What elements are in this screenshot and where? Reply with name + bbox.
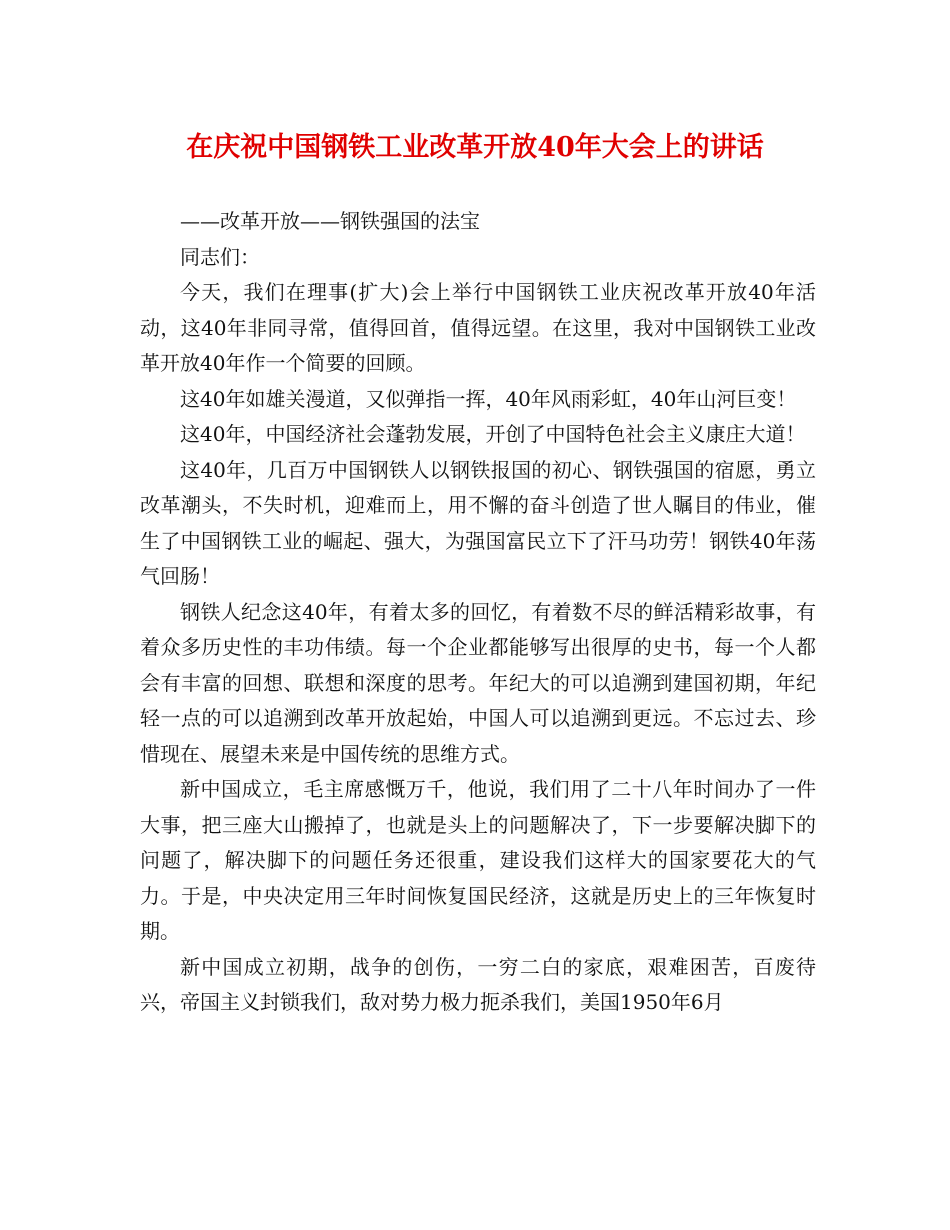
paragraph: 这40年如雄关漫道，又似弹指一挥，40年风雨彩虹，40年山河巨变！ <box>180 386 797 411</box>
paragraph: 今天，我们在理事(扩大)会上举行中国钢铁工业庆祝改革开放40年活动，这40年非同寻常，值得回首，值得远望。在这里，我对中国钢铁工业改革开放40年作一个简要的回顾。 <box>140 280 816 375</box>
document-subtitle: ——改革开放——钢铁强国的法宝 <box>180 209 480 233</box>
document-title: 在庆祝中国钢铁工业改革开放40年大会上的讲话 <box>186 132 764 163</box>
paragraph: 这40年，几百万中国钢铁人以钢铁报国的初心、钢铁强国的宿愿，勇立改革潮头，不失时机，迎难而上，用不懈的奋斗创造了世人瞩目的伟业，催生了中国钢铁工业的崛起、强大，为强国富民立下了汗马功劳！钢铁40年荡气回肠！ <box>140 457 816 588</box>
paragraph: 新中国成立初期，战争的创伤，一穷二白的家底，艰难困苦，百废待兴，帝国主义封锁我们，敌对势力极力扼杀我们，美国1950年6月 <box>140 954 816 1014</box>
paragraph: 钢铁人纪念这40年，有着太多的回忆，有着数不尽的鲜活精彩故事，有着众多历史性的丰功伟绩。每一个企业都能够写出很厚的史书，每一个人都会有丰富的回想、联想和深度的思考。年纪大的可以追溯到建国初期，年纪轻一点的可以追溯到改革开放起始，中国人可以追溯到更远。不忘过去、珍惜现在、展望未来是中国传统的思维方式。 <box>140 599 816 766</box>
document-body <box>140 204 816 1021</box>
paragraph: 新中国成立，毛主席感慨万千，他说，我们用了二十八年时间办了一件大事，把三座大山搬掉了，也就是头上的问题解决了，下一步要解决脚下的问题了，解决脚下的问题任务还很重，建设我们这样大的国家要花大的气力。于是，中央决定用三年时间恢复国民经济，这就是历史上的三年恢复时期。 <box>140 777 816 943</box>
paragraph-salutation: 同志们： <box>180 244 260 269</box>
paragraph: 这40年，中国经济社会蓬勃发展，开创了中国特色社会主义康庄大道！ <box>180 422 806 446</box>
